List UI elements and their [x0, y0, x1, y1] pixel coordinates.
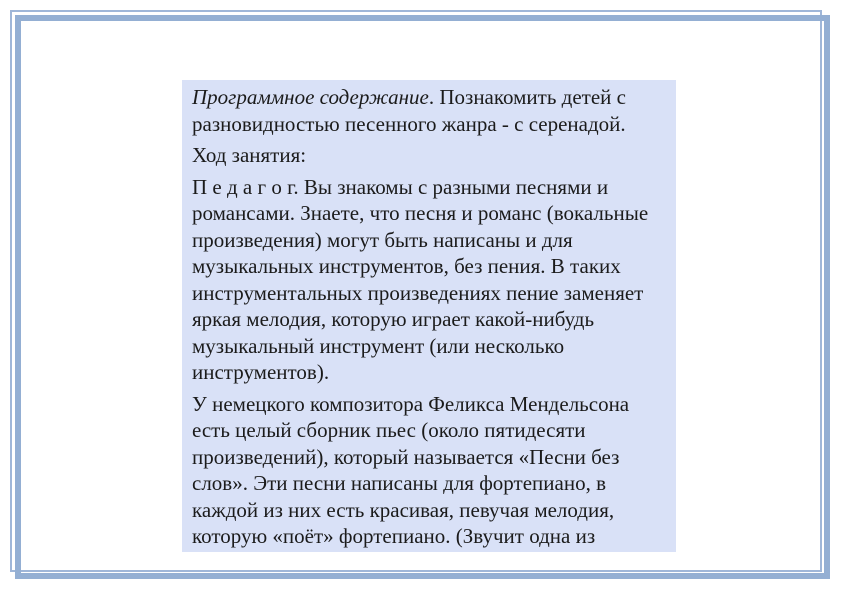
paragraph-program-content: [192, 84, 672, 137]
content-textbox: [182, 80, 676, 552]
program-content-lead-italic: Программное содержание: [192, 85, 429, 109]
paragraph-mendelssohn-songs: У немецкого композитора Феликса Мендельсона есть целый сборник пьес (около пятидесяти произведений), который называется «Песни без слов». Эти песни написаны для фортепиано, в каждой из них есть красивая, певучая мелодия, которую «поёт» фортепиано. (Звучит одна из: [192, 391, 630, 548]
paragraph-teacher-speech: П е д а г о г. Вы знакомы с разными песнями и романсами. Знаете, что песня и романс (вокальные произведения) могут быть написаны и для музыкальных инструментов, без пения. В таких инструментальных произведениях пение заменяет яркая мелодия, которую играет какой-нибудь музыкальный инструмент (или несколько инструментов).: [192, 174, 649, 384]
program-content-rest: . Познакомить детей с разновидностью песенного жанра - с серенадой.: [192, 85, 626, 136]
paragraph-lesson-course-heading: Ход занятия:: [192, 143, 307, 167]
